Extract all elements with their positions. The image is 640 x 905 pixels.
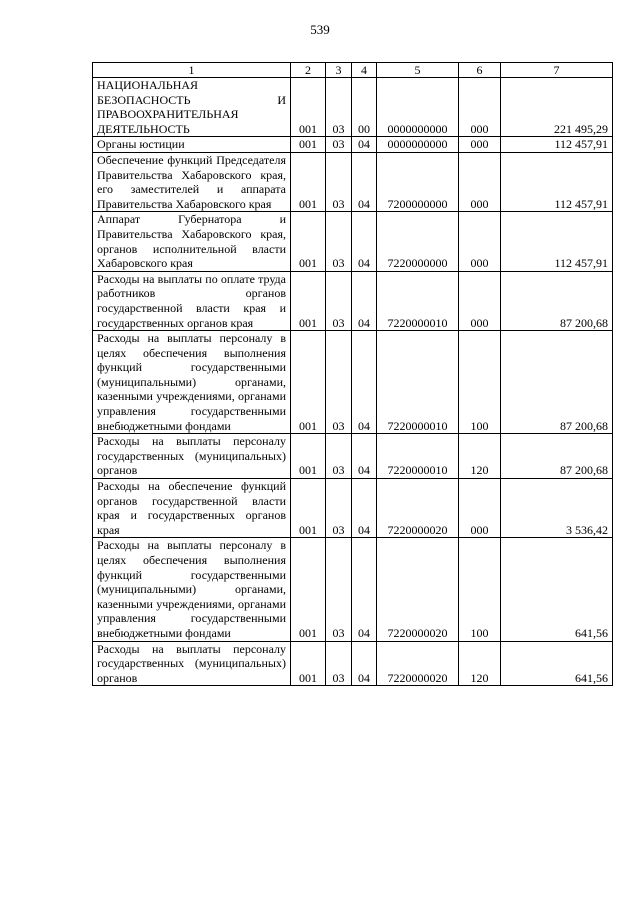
table-row	[93, 137, 613, 153]
section-code-cell: 03	[326, 212, 352, 271]
amount-cell: 641,56	[501, 641, 613, 686]
expense-type-cell: 000	[459, 137, 501, 153]
table-row	[93, 434, 613, 479]
ministry-code-cell: 001	[291, 271, 326, 330]
expense-type-cell: 120	[459, 641, 501, 686]
amount-cell: 87 200,68	[501, 434, 613, 479]
row-name-cell: НАЦИОНАЛЬНАЯ БЕЗОПАСНОСТЬ И ПРАВООХРАНИТЕЛЬНАЯ ДЕЯТЕЛЬНОСТЬ	[93, 78, 291, 137]
header-cell: 3	[326, 63, 352, 78]
row-name-cell: Органы юстиции	[93, 137, 291, 153]
amount-cell: 641,56	[501, 538, 613, 641]
expense-type-cell: 100	[459, 331, 501, 434]
section-code-cell: 03	[326, 331, 352, 434]
expense-type-cell: 000	[459, 152, 501, 211]
section-code-cell: 03	[326, 538, 352, 641]
amount-cell: 112 457,91	[501, 152, 613, 211]
expense-type-cell: 000	[459, 78, 501, 137]
section-code-cell: 03	[326, 78, 352, 137]
header-cell: 7	[501, 63, 613, 78]
row-name-cell: Расходы на выплаты персоналу государственных (муниципальных) органов	[93, 641, 291, 686]
section-code-cell: 03	[326, 271, 352, 330]
table-row	[93, 479, 613, 538]
subsection-code-cell: 04	[352, 212, 377, 271]
table-row	[93, 538, 613, 641]
ministry-code-cell: 001	[291, 137, 326, 153]
amount-cell: 3 536,42	[501, 479, 613, 538]
subsection-code-cell: 04	[352, 434, 377, 479]
ministry-code-cell: 001	[291, 641, 326, 686]
row-name-cell: Расходы на обеспечение функций органов государственной власти края и государственных органов края	[93, 479, 291, 538]
amount-cell: 87 200,68	[501, 271, 613, 330]
table-row	[93, 152, 613, 211]
ministry-code-cell: 001	[291, 331, 326, 434]
expense-type-cell: 100	[459, 538, 501, 641]
target-article-cell: 7220000010	[377, 331, 459, 434]
header-cell: 5	[377, 63, 459, 78]
table-row	[93, 78, 613, 137]
target-article-cell: 0000000000	[377, 137, 459, 153]
table-row	[93, 331, 613, 434]
subsection-code-cell: 04	[352, 137, 377, 153]
table-row	[93, 212, 613, 271]
subsection-code-cell: 04	[352, 641, 377, 686]
subsection-code-cell: 04	[352, 331, 377, 434]
subsection-code-cell: 04	[352, 271, 377, 330]
section-code-cell: 03	[326, 152, 352, 211]
ministry-code-cell: 001	[291, 78, 326, 137]
ministry-code-cell: 001	[291, 434, 326, 479]
target-article-cell: 7200000000	[377, 152, 459, 211]
subsection-code-cell: 04	[352, 152, 377, 211]
table-row	[93, 271, 613, 330]
expense-type-cell: 000	[459, 479, 501, 538]
ministry-code-cell: 001	[291, 538, 326, 641]
section-code-cell: 03	[326, 641, 352, 686]
expense-type-cell: 120	[459, 434, 501, 479]
target-article-cell: 7220000010	[377, 271, 459, 330]
subsection-code-cell: 04	[352, 538, 377, 641]
target-article-cell: 7220000020	[377, 479, 459, 538]
budget-table	[92, 62, 613, 686]
header-row	[93, 63, 613, 78]
row-name-cell: Расходы на выплаты персоналу в целях обеспечения выполнения функций государственными (муниципальными) органами, казенными учреждениями, органами управления государственными внебюджетными фондами	[93, 331, 291, 434]
expense-type-cell: 000	[459, 271, 501, 330]
section-code-cell: 03	[326, 137, 352, 153]
target-article-cell: 7220000000	[377, 212, 459, 271]
target-article-cell: 7220000010	[377, 434, 459, 479]
amount-cell: 87 200,68	[501, 331, 613, 434]
amount-cell: 112 457,91	[501, 137, 613, 153]
ministry-code-cell: 001	[291, 152, 326, 211]
subsection-code-cell: 00	[352, 78, 377, 137]
ministry-code-cell: 001	[291, 479, 326, 538]
row-name-cell: Расходы на выплаты персоналу в целях обеспечения выполнения функций государственными (муниципальными) органами, казенными учреждениями, органами управления государственными внебюджетными фондами	[93, 538, 291, 641]
row-name-cell: Обеспечение функций Председателя Правительства Хабаровского края, его заместителей и аппарата Правительства Хабаровского края	[93, 152, 291, 211]
header-cell: 1	[93, 63, 291, 78]
amount-cell: 112 457,91	[501, 212, 613, 271]
row-name-cell: Расходы на выплаты персоналу государственных (муниципальных) органов	[93, 434, 291, 479]
page-number: 539	[310, 22, 330, 37]
table-row	[93, 641, 613, 686]
expense-type-cell: 000	[459, 212, 501, 271]
amount-cell: 221 495,29	[501, 78, 613, 137]
section-code-cell: 03	[326, 479, 352, 538]
header-cell: 2	[291, 63, 326, 78]
subsection-code-cell: 04	[352, 479, 377, 538]
target-article-cell: 7220000020	[377, 641, 459, 686]
header-cell: 4	[352, 63, 377, 78]
row-name-cell: Расходы на выплаты по оплате труда работников органов государственной власти края и государственных органов края	[93, 271, 291, 330]
header-cell: 6	[459, 63, 501, 78]
target-article-cell: 0000000000	[377, 78, 459, 137]
row-name-cell: Аппарат Губернатора и Правительства Хабаровского края, органов исполнительной власти Хабаровского края	[93, 212, 291, 271]
target-article-cell: 7220000020	[377, 538, 459, 641]
section-code-cell: 03	[326, 434, 352, 479]
ministry-code-cell: 001	[291, 212, 326, 271]
